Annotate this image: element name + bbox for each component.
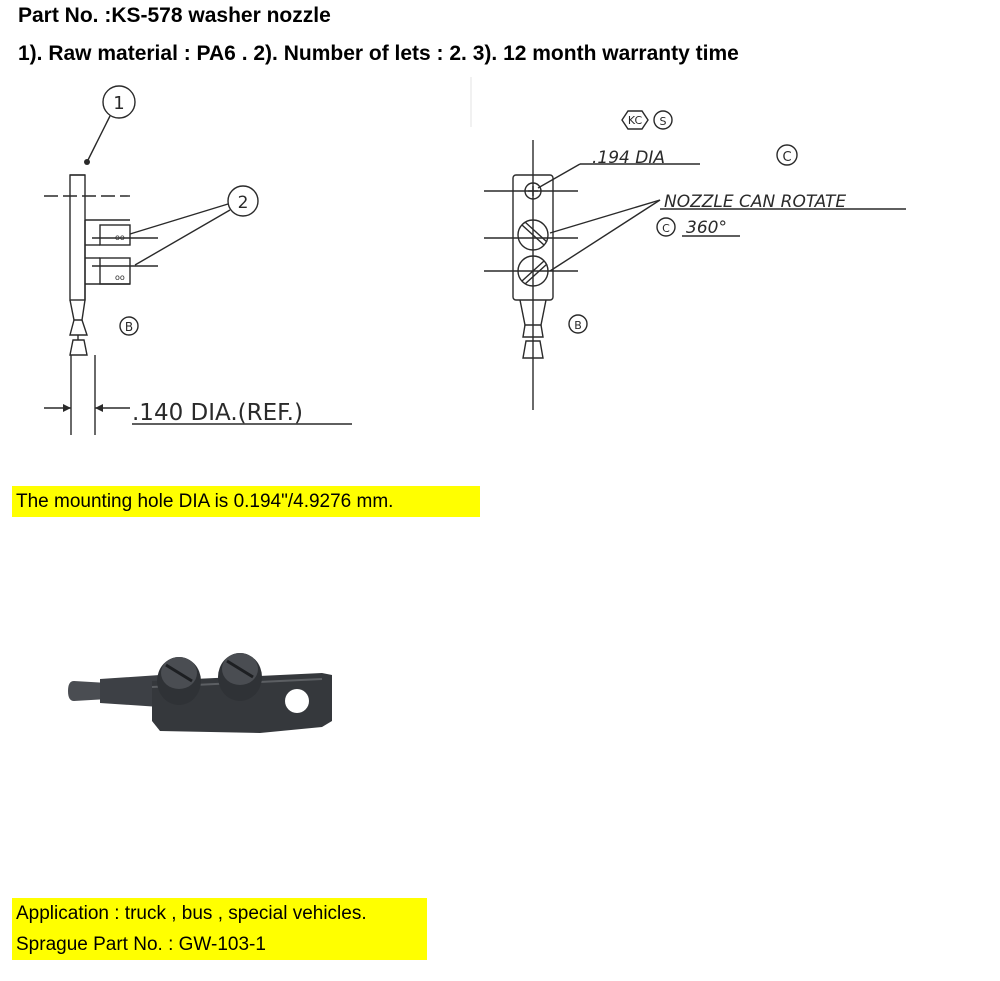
- tag-c1: C: [782, 150, 792, 165]
- tag-c2: C: [662, 222, 670, 235]
- balloon-1-label: 1: [113, 93, 125, 114]
- balloon-2-label: 2: [237, 193, 249, 213]
- drawing-left: [30, 80, 370, 440]
- product-photo: [60, 635, 350, 750]
- dim-194: .194 DIA: [592, 148, 665, 168]
- part-number-title: Part No. :KS-578 washer nozzle: [18, 4, 331, 27]
- tag-b-left: B: [124, 320, 134, 334]
- drawing-right: [470, 75, 930, 415]
- dim-140: .140 DIA.(REF.): [132, 400, 303, 426]
- application-line: Application : truck , bus , special vehicles.: [16, 903, 367, 924]
- angle-360: 360°: [686, 218, 727, 238]
- sprague-part-line: Sprague Part No. : GW-103-1: [16, 934, 266, 955]
- svg-text:oo: oo: [115, 233, 125, 242]
- mounting-hole-note: [12, 486, 480, 517]
- tag-kc: KC: [627, 114, 643, 127]
- specs-line: 1). Raw material : PA6 . 2). Number of lets : 2. 3). 12 month warranty time: [18, 42, 739, 65]
- mounting-hole-text: The mounting hole DIA is 0.194"/4.9276 mm.: [16, 491, 394, 512]
- tag-s: S: [659, 115, 667, 128]
- svg-text:oo: oo: [115, 273, 125, 282]
- tag-b-right: B: [574, 319, 582, 332]
- note-rotate: NOZZLE CAN ROTATE: [664, 192, 847, 212]
- application-box: [12, 898, 427, 960]
